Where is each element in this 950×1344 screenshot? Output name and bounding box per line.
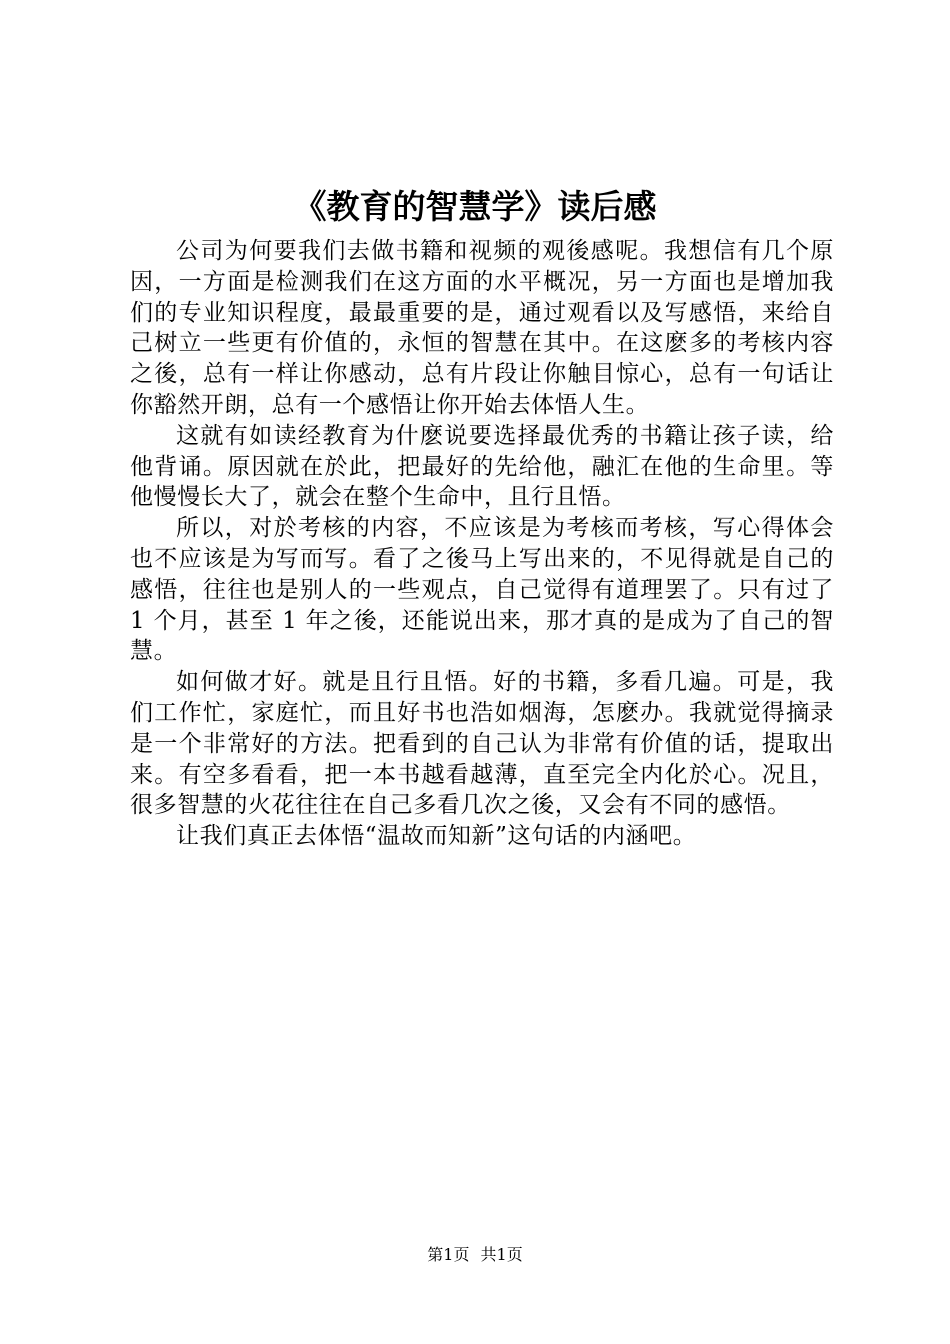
paragraph-1: 公司为何要我们去做书籍和视频的观後感呢。我想信有几个原因，一方面是检测我们在这方面的水平概况，另一方面也是增加我们的专业知识程度，最最重要的是，通过观看以及写感悟，来给自己树立一些更有价值的，永恒的智慧在其中。在这麽多的考核内容之後，总有一样让你感动，总有片段让你触目惊心，总有一句话让你豁然开朗，总有一个感悟让你开始去体悟人生。 (130, 238, 834, 418)
paragraph-3: 所以，对於考核的内容，不应该是为考核而考核，写心得体会也不应该是为写而写。看了之後马上写出来的，不见得就是自己的感悟，往往也是别人的一些观点，自己觉得有道理罢了。只有过了 1 个月，甚至 1 年之後，还能说出来，那才真的是成为了自己的智慧。 (130, 515, 834, 665)
paragraph-2: 这就有如读经教育为什麽说要选择最优秀的书籍让孩子读，给他背诵。原因就在於此，把最好的先给他，融汇在他的生命里。等他慢慢长大了，就会在整个生命中，且行且悟。 (130, 422, 834, 511)
paragraph-5: 让我们真正去体悟“温故而知新”这句话的内涵吧。 (176, 823, 697, 850)
page-footer (0, 1244, 950, 1266)
document-body (130, 236, 834, 852)
paragraph-4: 如何做才好。就是且行且悟。好的书籍，多看几遍。可是，我们工作忙，家庭忙，而且好书也浩如烟海，怎麽办。我就觉得摘录是一个非常好的方法。把看到的自己认为非常有价值的话，提取出来。有空多看看，把一本书越看越薄，直至完全内化於心。况且，很多智慧的火花往往在自己多看几次之後，又会有不同的感悟。 (130, 669, 834, 819)
page-number-total: 共1页 (480, 1245, 523, 1264)
document-title: 《教育的智慧学》读后感 (293, 187, 657, 226)
page-number-current: 第1页 (427, 1245, 470, 1264)
